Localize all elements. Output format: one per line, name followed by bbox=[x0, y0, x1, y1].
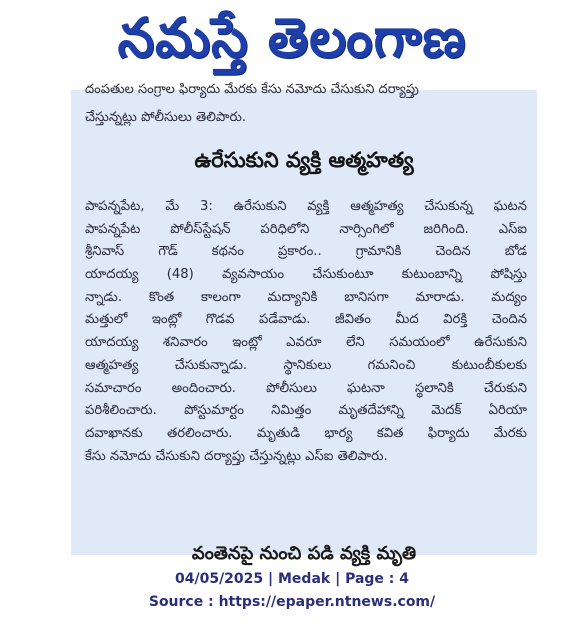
partial-next-headline: వంతెనపై నుంచి పడి వ్యక్తి మృతి bbox=[191, 543, 417, 564]
article-body-line: కేసు నమోదు చేసుకుని దర్యాప్తు చేస్తున్నట్లు ఎస్ఐ తెలిపారు. bbox=[85, 448, 388, 464]
article-body-line: దవాఖానకు తరలించారు. మృతుడి భార్య కవిత ఫిర్యాదు మేరకు bbox=[85, 425, 527, 441]
footer-date-edition-page: 04/05/2025 | Medak | Page : 4 bbox=[174, 571, 410, 587]
article-body-line: పాపన్నపేట, మే 3: ఉరేసుకుని వ్యక్తి ఆత్మహత్య చేసుకున్న ఘటన bbox=[85, 199, 527, 214]
newspaper-logo: నమస్తే తెలంగాణ bbox=[117, 6, 467, 70]
article-body-line: న్నాడు. కొంత కాలంగా మద్యానికి బానిసగా మారాడు. మద్యం bbox=[85, 289, 527, 305]
partial-previous-article-line: దంపతుల సంగ్రాల ఫిర్యాదు మేరకు కేసు నమోదు చేసుకుని దర్యాప్తు bbox=[85, 82, 419, 97]
masthead bbox=[0, 0, 584, 90]
article-body-line: యాదయ్య శనివారం ఇంట్లో ఎవరూ లేని సమయంలో ఉరేసుకుని bbox=[85, 335, 527, 351]
article-clipping bbox=[71, 82, 537, 564]
footer-source-link: Source : https://epaper.ntnews.com/ bbox=[148, 594, 436, 610]
article-headline: ఉరేసుకుని వ్యక్తి ఆత్మహత్య bbox=[194, 148, 414, 172]
article-body-line: ఆత్మహత్య చేసుకున్నాడు. స్థానికులు గమనించి కుటుంబీకులకు bbox=[85, 357, 527, 373]
article-body-line: శ్రీనివాస్ గౌడ్ కథనం ప్రకారం.. గ్రామానికి చెందిన బోడ bbox=[85, 244, 527, 260]
article-body-line: పాపన్నపేట పోలీస్‌స్టేషన్ పరిధిలోని నార్సింగిలో జరిగింది. ఎస్ఐ bbox=[85, 221, 527, 237]
article-body-line: యాదయ్య (48) వ్యవసాయం చేసుకుంటూ కుటుంబాన్ని పోషిస్తు bbox=[85, 267, 527, 283]
article-body-line: పరిశీలించారు. పోస్టుమార్టం నిమిత్తం మృతదేహాన్ని మెదక్ ఏరియా bbox=[85, 403, 527, 419]
article-body bbox=[85, 196, 527, 468]
article-body-line: సమాచారం అందించారు. పోలీసులు ఘటనా స్థలానికి చేరుకుని bbox=[85, 380, 527, 396]
article-body-line: మత్తులో ఇంట్లో గొడవ పడేవాడు. జీవితం మీద విరక్తి చెందిన bbox=[85, 312, 527, 328]
previous-article-last-line: చేస్తున్నట్లు పోలీసులు తెలిపారు. bbox=[85, 110, 247, 125]
